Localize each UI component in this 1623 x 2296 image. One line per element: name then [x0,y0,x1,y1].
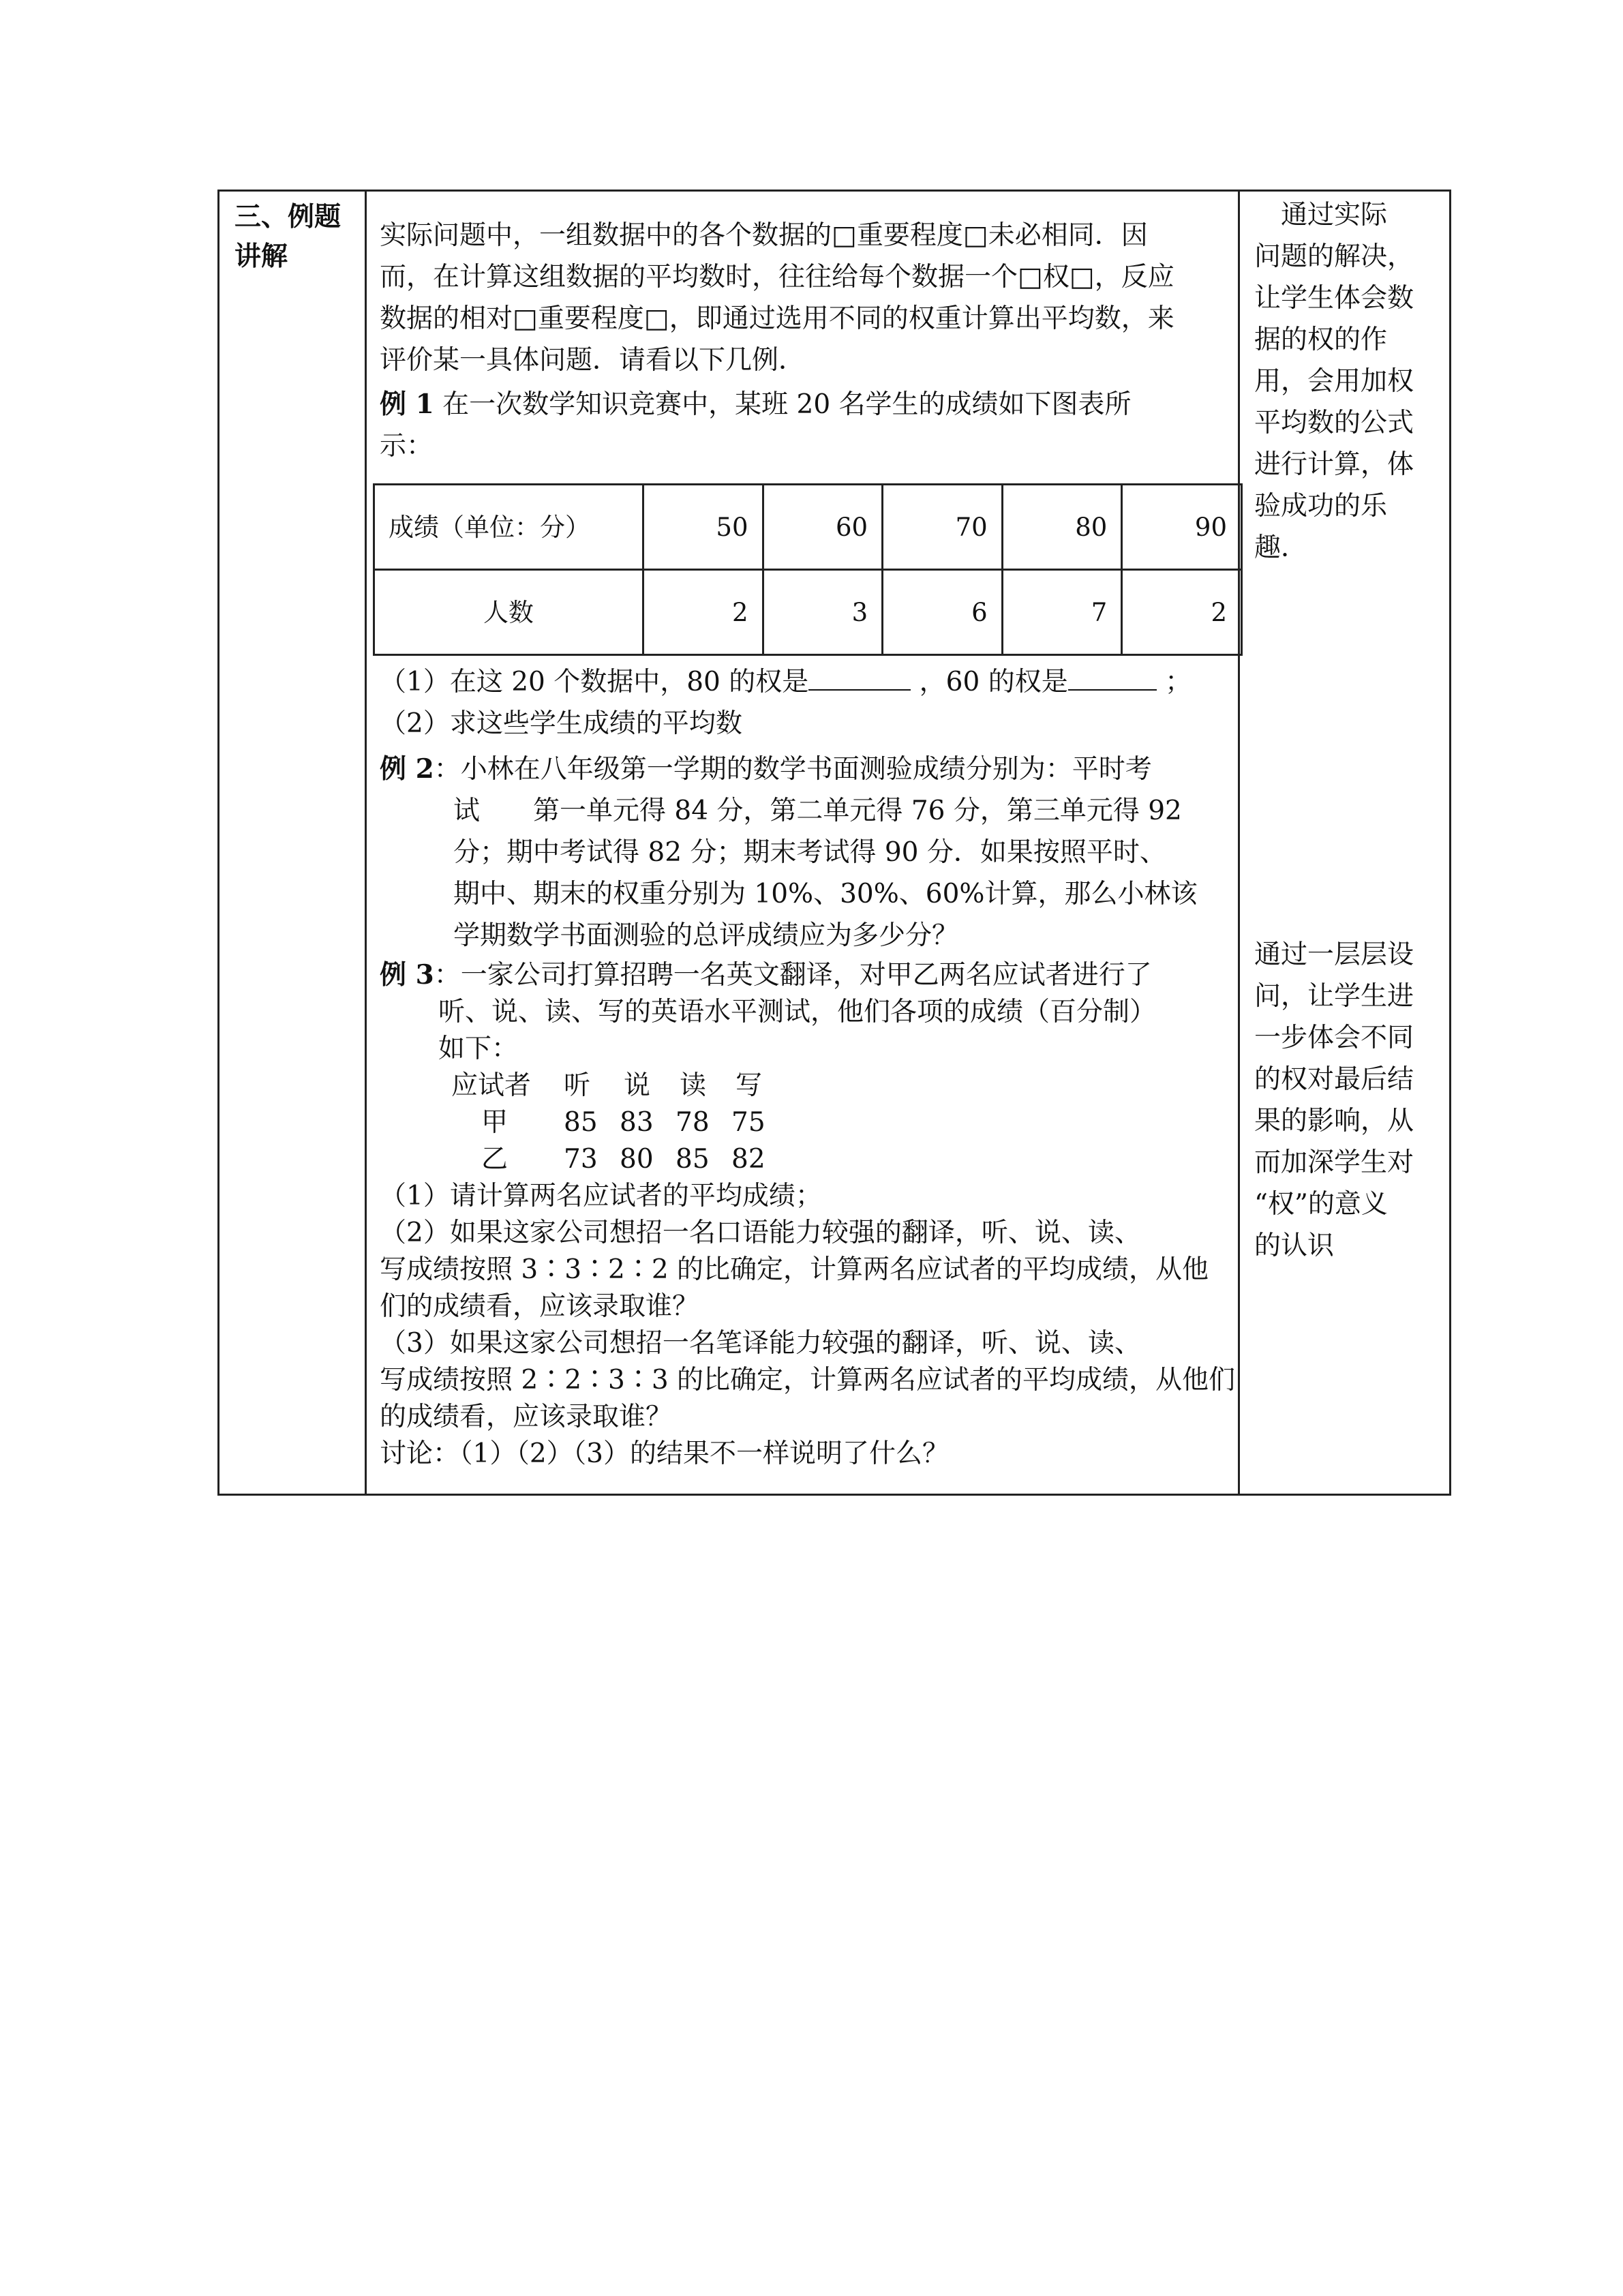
note-line: 趣． [1254,532,1308,563]
note-line: 的认识 [1254,1230,1335,1261]
count-cell: 6 [883,570,1003,655]
grid-cell: 73 [564,1144,598,1175]
teaching-notes [1254,194,1438,1267]
intro-line: 评价某一具体问题．请看以下几例． [380,345,806,376]
note-line: 通过实际 [1254,200,1388,230]
note-line: 用，会用加权 [1254,366,1414,397]
main-content [380,215,1242,1472]
applicant-score-grid [451,1068,1242,1178]
grid-cell: 85 [676,1144,710,1175]
example2-line: 分；期中考试得 82 分；期末考试得 90 分．如果按照平时、 [453,837,1166,868]
grid-name-cell: 乙 [481,1144,509,1175]
grid-header-cell: 读 [680,1070,707,1101]
intro-paragraph [380,215,1242,381]
example3-line1: ：一家公司打算招聘一名英文翻译，对甲乙两名应试者进行了 [434,960,1152,991]
example3-question3-line: （3）如果这家公司想招一名笔译能力较强的翻译，听、说、读、 [380,1328,1141,1359]
section-title-line2: 讲解 [234,241,288,272]
note-line: 让学生体会数 [1254,283,1414,314]
example1-text-line1: 在一次数学知识竞赛中，某班 20 名学生的成绩如下图表所 [442,389,1132,420]
grid-cell: 80 [620,1144,654,1175]
grid-row [451,1141,1242,1178]
grid-row [451,1104,1242,1141]
grid-cell: 75 [731,1107,765,1138]
note-line: 的权对最后结 [1254,1064,1414,1095]
column-divider-1 [365,192,367,1494]
example2-label: 例 2 [380,753,434,785]
example2-line [380,749,1242,790]
example3-question2-line: 们的成绩看，应该录取谁？ [380,1291,699,1322]
section-title-line1: 三、例题 [234,201,342,232]
grid-header-cell: 说 [624,1070,651,1101]
grid-cell: 83 [620,1107,654,1138]
example1-text [380,384,1242,425]
example3-question1: （1）请计算两名应试者的平均成绩； [380,1181,822,1211]
section-title [234,197,354,276]
note-line: 验成功的乐 [1254,491,1388,522]
note-2 [1254,934,1438,1267]
example3-question2-line: （2）如果这家公司想招一名口语能力较强的翻译，听、说、读、 [380,1218,1141,1248]
example3-label: 例 3 [380,959,434,991]
score-cell: 60 [763,485,883,570]
example3 [380,956,1242,1472]
intro-line: 数据的相对□重要程度□，即通过选用不同的权重计算出平均数，来 [380,303,1174,334]
note-line: 而加深学生对 [1254,1147,1414,1178]
count-row [374,570,1242,655]
question1-part-b: ，60 的权是 [919,667,1068,697]
grid-header-cell: 应试者 [451,1070,532,1101]
example3-question2-line: 写成绩按照 3∶3∶2∶2 的比确定，计算两名应试者的平均成绩，从他 [380,1254,1209,1285]
note-line: 问，让学生进 [1254,981,1414,1012]
intro-line: 而，在计算这组数据的平均数时，往往给每个数据一个□权□，反应 [380,262,1174,292]
grid-cell: 78 [676,1107,710,1138]
note-line: 果的影响，从 [1254,1106,1414,1136]
answer-blank-1[interactable] [808,666,911,691]
grid-header-row [451,1068,1242,1104]
score-cell: 70 [883,485,1003,570]
example2-line: 期中、期末的权重分别为 10%、30%、60%计算，那么小林该 [453,879,1198,909]
lesson-table [217,190,1451,1496]
count-cell: 2 [1122,570,1242,655]
discussion-prompt: 讨论：（1）（2）（3）的结果不一样说明了什么？ [380,1438,949,1469]
score-header-label: 成绩（单位：分） [374,485,643,570]
question1-part-a: （1）在这 20 个数据中，80 的权是 [380,667,809,697]
note-line: 通过一层层设 [1254,939,1414,970]
example2-line: 试 第一单元得 84 分，第二单元得 76 分，第三单元得 92 [453,796,1182,826]
grid-header-cell: 听 [564,1070,591,1101]
example1-label: 例 1 [380,389,434,420]
count-cell: 2 [643,570,763,655]
count-header-label: 人数 [374,570,643,655]
score-cell: 90 [1122,485,1242,570]
score-cell: 50 [643,485,763,570]
answer-blank-2[interactable] [1068,666,1157,691]
example3-line [380,956,1242,994]
example3-line: 如下： [438,1033,519,1064]
example1-question2: （2）求这些学生成绩的平均数 [380,708,742,739]
example1-question1 [380,661,1242,703]
example1-text-line2: 示： [380,431,434,462]
count-cell: 3 [763,570,883,655]
score-table [373,483,1243,656]
score-row [374,485,1242,570]
example2-line: 学期数学书面测验的总评成绩应为多少分？ [453,920,959,951]
note-line: 进行计算，体 [1254,449,1414,480]
note-line: 一步体会不同 [1254,1023,1414,1053]
example2 [380,749,1242,956]
note-line: 平均数的公式 [1254,408,1414,438]
example3-question3-line: 的成绩看，应该录取谁？ [380,1402,673,1432]
example2-line1: ：小林在八年级第一学期的数学书面测验成绩分别为：平时考 [434,754,1152,785]
grid-cell: 85 [564,1107,598,1138]
note-1 [1254,194,1438,569]
question1-part-c: ； [1165,667,1192,697]
grid-name-cell: 甲 [481,1107,509,1138]
grid-header-cell: 写 [735,1070,763,1101]
score-cell: 80 [1002,485,1122,570]
grid-cell: 82 [731,1144,765,1175]
note-line: 据的权的作 [1254,324,1388,355]
example3-question3-line: 写成绩按照 2∶2∶3∶3 的比确定，计算两名应试者的平均成绩，从他们 [380,1365,1236,1395]
count-cell: 7 [1002,570,1122,655]
note-line: 问题的解决， [1254,241,1414,272]
example3-line: 听、说、读、写的英语水平测试，他们各项的成绩（百分制） [438,997,1157,1027]
intro-line: 实际问题中，一组数据中的各个数据的□重要程度□未必相同．因 [380,220,1148,251]
note-line: “权”的意义 [1254,1189,1388,1220]
